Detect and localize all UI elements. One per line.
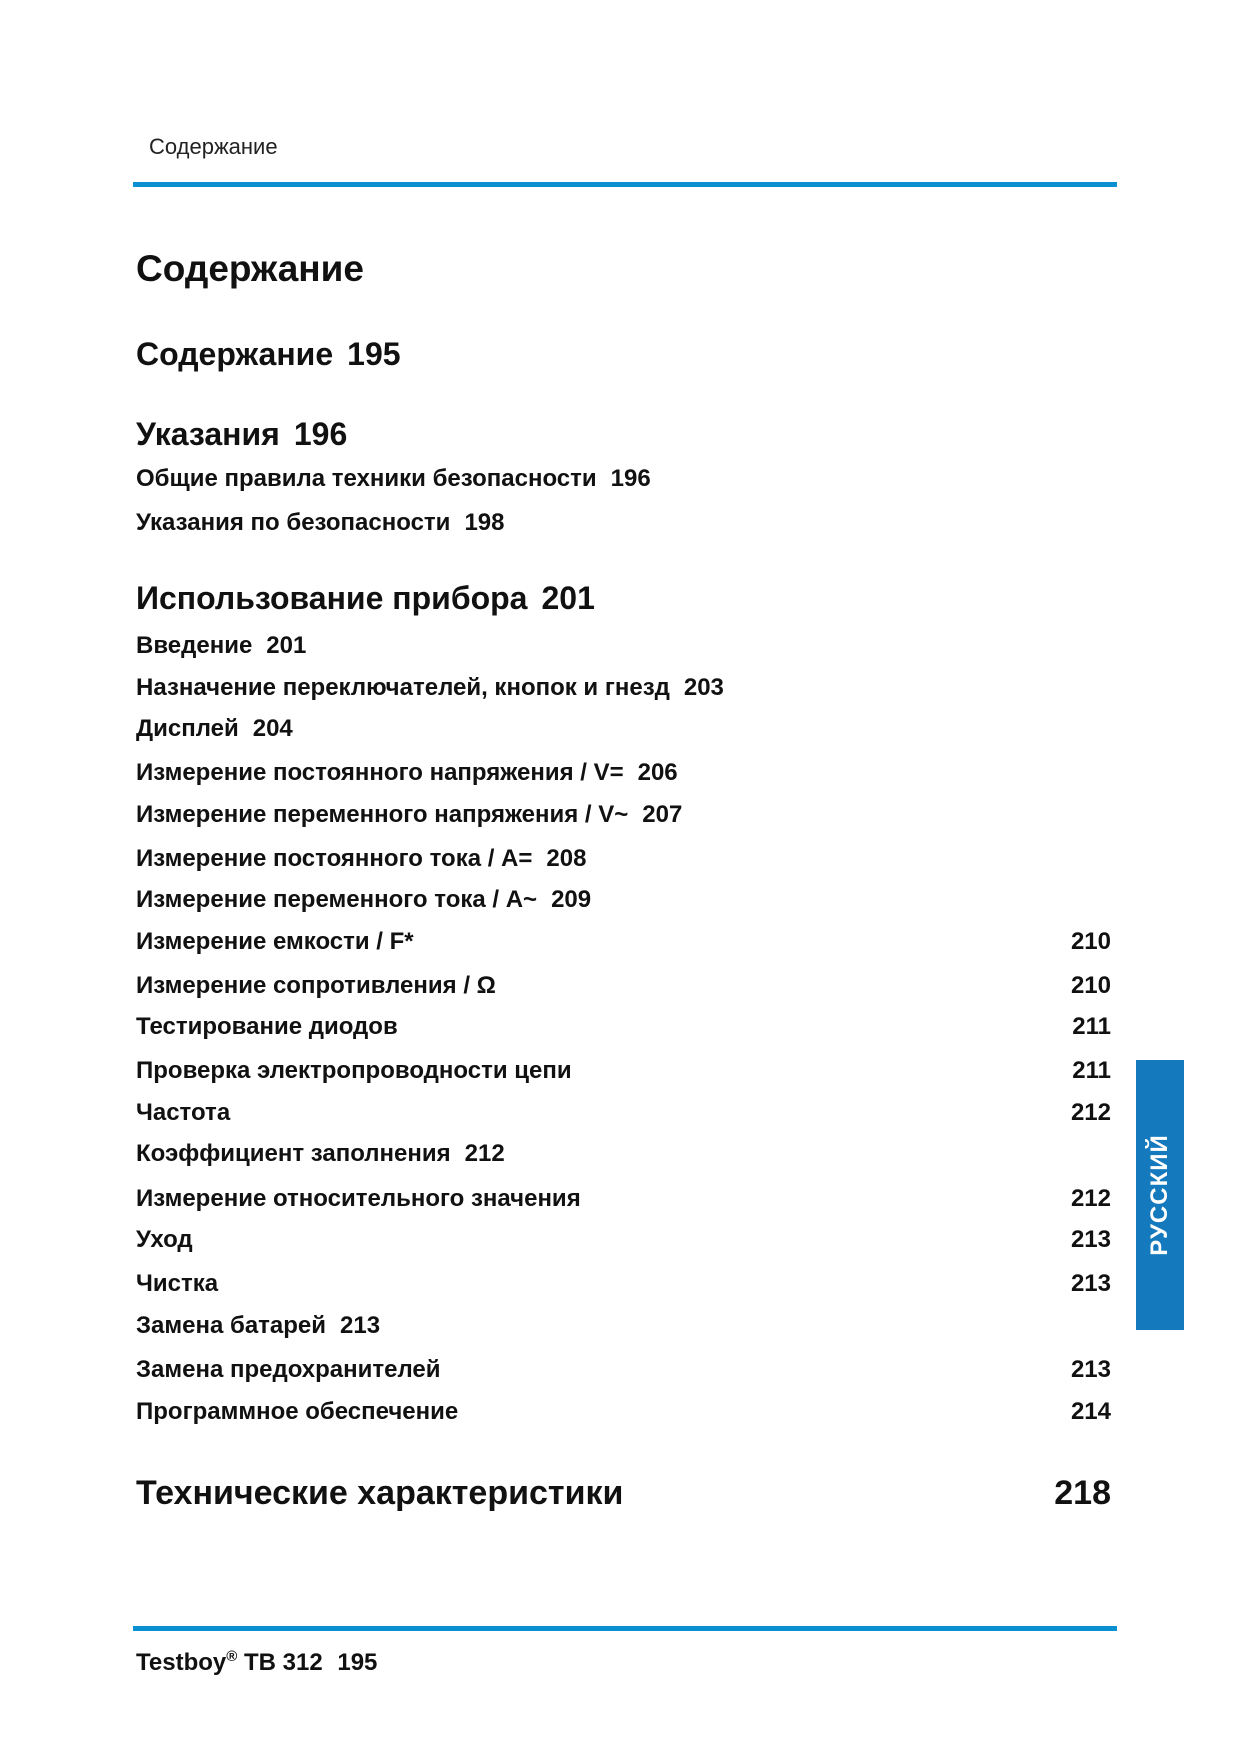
toc-entry[interactable] <box>136 580 595 617</box>
toc-entry[interactable] <box>136 1057 572 1085</box>
footer-page-number: 195 <box>337 1649 378 1676</box>
toc-label: Чистка <box>136 1270 219 1297</box>
toc-entry[interactable] <box>136 845 586 873</box>
toc-entry[interactable] <box>136 1270 218 1298</box>
page-title: Содержание <box>136 248 364 289</box>
toc-label: Программное обеспечение <box>136 1398 459 1425</box>
toc-entry[interactable] <box>136 509 504 537</box>
toc-label: Измерение относительного значения <box>136 1185 581 1212</box>
toc-entry[interactable] <box>136 759 678 787</box>
toc-label: Назначение переключателей, кнопок и гнезд <box>136 674 670 701</box>
toc-label: Измерение переменного напряжения / V~ <box>136 801 629 828</box>
toc-page: 212 <box>1070 1099 1111 1126</box>
toc-page: 212 <box>464 1140 505 1167</box>
toc-entry[interactable] <box>136 1099 230 1127</box>
toc-label: Указания <box>136 416 280 452</box>
toc-page: 196 <box>293 416 348 452</box>
toc-label: Частота <box>136 1099 231 1126</box>
header-rule <box>133 182 1117 187</box>
toc-label: Измерение емкости / F* <box>136 928 414 955</box>
toc-page: 201 <box>266 632 307 659</box>
toc-page: 211 <box>1072 1013 1111 1040</box>
toc-label: Уход <box>136 1226 193 1253</box>
toc-entry[interactable] <box>136 465 651 493</box>
toc-entry[interactable] <box>136 1185 581 1213</box>
toc-entry[interactable] <box>136 1398 458 1426</box>
language-tab-label: РУССКИЙ <box>1146 1134 1173 1256</box>
toc-page: 212 <box>1070 1185 1111 1212</box>
toc-entry[interactable] <box>136 1356 441 1384</box>
toc-entry[interactable] <box>136 1474 623 1513</box>
toc-page: 214 <box>1070 1398 1111 1425</box>
toc-page: 198 <box>464 509 505 536</box>
language-tab[interactable] <box>1136 1060 1184 1330</box>
toc-label: Измерение сопротивления / Ω <box>136 972 496 999</box>
running-header: Содержание <box>149 134 278 159</box>
toc-entry[interactable] <box>136 801 682 829</box>
toc-page: 209 <box>551 886 592 913</box>
toc-label: Дисплей <box>136 715 239 742</box>
toc-label: Указания по безопасности <box>136 509 451 536</box>
toc-page: 203 <box>683 674 724 701</box>
toc-entry[interactable] <box>136 632 306 660</box>
toc-entry[interactable] <box>136 674 724 702</box>
toc-label: Измерение переменного тока / A~ <box>136 886 538 913</box>
toc-page: 213 <box>1070 1226 1111 1253</box>
toc-entry[interactable] <box>136 972 496 1000</box>
footer-model: TB 312 <box>243 1649 323 1676</box>
toc-entry[interactable] <box>136 1312 380 1340</box>
toc-entry[interactable] <box>136 715 293 743</box>
toc-page: 207 <box>642 801 683 828</box>
toc-page: 218 <box>1054 1474 1111 1512</box>
toc-label: Проверка электропроводности цепи <box>136 1057 572 1084</box>
toc-label: Технические характеристики <box>136 1474 624 1512</box>
toc-page: 208 <box>546 845 587 872</box>
toc-entry[interactable] <box>136 886 591 914</box>
toc-entry[interactable] <box>136 1140 505 1168</box>
registered-mark: ® <box>226 1648 238 1665</box>
toc-entry[interactable] <box>136 336 401 373</box>
toc-page: 210 <box>1070 928 1111 955</box>
toc-page: 196 <box>610 465 651 492</box>
footer <box>136 1648 377 1677</box>
toc-page: 211 <box>1072 1057 1111 1084</box>
toc-label: Введение <box>136 632 253 659</box>
toc-entry[interactable] <box>136 416 347 453</box>
toc-label: Измерение постоянного напряжения / V= <box>136 759 624 786</box>
toc-page: 206 <box>637 759 678 786</box>
toc-entry[interactable] <box>136 1013 398 1041</box>
toc-label: Измерение постоянного тока / A= <box>136 845 533 872</box>
toc-page: 201 <box>541 580 595 616</box>
toc-label: Замена предохранителей <box>136 1356 441 1383</box>
toc-label: Замена батарей <box>136 1312 327 1339</box>
toc-entry[interactable] <box>136 1226 193 1254</box>
toc-entry[interactable] <box>136 928 414 956</box>
toc-label: Содержание <box>136 336 334 372</box>
toc-page: 204 <box>252 715 293 742</box>
toc-label: Тестирование диодов <box>136 1013 398 1040</box>
toc-label: Общие правила техники безопасности <box>136 465 597 492</box>
toc-page: 213 <box>1070 1270 1111 1297</box>
footer-rule <box>133 1626 1117 1631</box>
toc-page: 213 <box>340 1312 381 1339</box>
toc-label: Использование прибора <box>136 580 528 616</box>
toc-page: 195 <box>347 336 401 372</box>
footer-brand: Testboy <box>136 1649 227 1676</box>
toc-page: 213 <box>1070 1356 1111 1383</box>
toc-page: 210 <box>1070 972 1111 999</box>
toc-label: Коэффициент заполнения <box>136 1140 451 1167</box>
